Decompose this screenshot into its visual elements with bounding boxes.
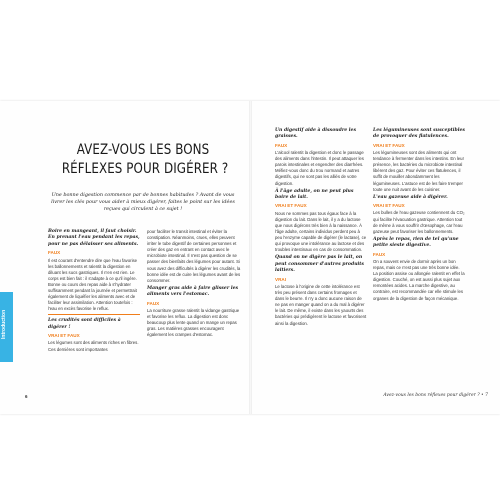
running-footer-right: Avez-vous les bons réflexes pour digérer ? • 7 xyxy=(383,393,488,398)
page-number-left: 6 xyxy=(25,394,28,399)
question-1: Boire en mangeant, il faut choisir. En prenant l'eau pendant les repas, pour ne pas délaisser ses aliments. xyxy=(48,229,140,247)
column-2 xyxy=(147,229,241,340)
question-7: Les légumineuses sont susceptibles de provoquer des flatulences. xyxy=(373,128,465,140)
paragraph-3: pour faciliter le transit intestinal et éviter la constipation. Néanmoins, crues, elles peuvent irriter le tube digestif de certaines personnes et créer des gaz en entrant en contact avec le microbiote intestinal. Il n'est pas question de se passer des bienfaits des légumes pour autant. Si vous avez des difficultés à digérer les crudités, la bonne idée est de cuire les légumes avant de les consommer. xyxy=(147,229,241,283)
answer-8: VRAI ET FAUX xyxy=(373,203,405,209)
paragraph-4: La nourriture grasse ralentit la vidange gastrique et favorise les reflux. La digestion est donc beaucoup plus lente quand on mange un repas gras. Les matières grasses encouragent également les crampes d'estomac. xyxy=(147,307,240,338)
answer-7: VRAI ET FAUX xyxy=(373,142,405,148)
column-1 xyxy=(48,229,141,355)
paragraph-1: Il est courant d'entendre dire que l'eau favorise les ballonnements et ralentit la digestion en diluant les sucs gastriques. Il n'en est rien. Le corps est bien fait : il s'adapte à ce qu'il ingère. Bonne ou cours des repas aide à s'hydrater suffisamment pendant la journée et permettrait également de liquéfier les aliments avec et de faciliter leur assimilation. Attention toutefois : l'eau en excès favorise le reflux. xyxy=(48,257,138,312)
question-3: Manger gras aide à faire glisser les aliments vers l'estomac. xyxy=(147,285,239,298)
separator-rule xyxy=(48,314,140,315)
paragraph-6: Nous ne sommes pas tous égaux face à la digestion du lait. Dans le lait, il y a du lactose que nous digérons très bien à la naissance. À l'âge adulte, certains individus perdent peu à peu l'enzyme capable de digérer (le lactase), ce qui provoque une intolérance au lactose et des troubles intestinaux en cas de consommation. xyxy=(275,210,367,253)
paragraph-5: L'alcool ralentit la digestion et donc le passage des aliments dans l'intestin. Il peut attaquer les parois intestinales et engendrer des diarrhées. Méfiez-vous donc du trou normand et autres digestifs, qui ne sont pas les alliés de votre digestion. xyxy=(275,150,364,186)
answer-4: FAUX xyxy=(275,142,288,148)
question-4: Un digestif aide à dissoudre les graisses. xyxy=(275,128,357,140)
intro-paragraph: Une bonne digestion commence par de bonnes habitudes ? Avant de vous livrer les clés pour vous aider à mieux digérer, faites le point sur les idées reçues qui circulent à ce sujet ! xyxy=(51,192,235,212)
page-title xyxy=(61,141,229,179)
page-title-line1: AVEZ-VOUS LES BONS xyxy=(76,142,210,158)
paragraph-9: Les bulles de l'eau gazeuse contiennent du CO₂ qui facilite l'évacuation gastrique. Attention tout de même à vous souffrir d'œsophage, car l'eau gazeuse peut favoriser les ballonnements. xyxy=(373,210,465,234)
answer-1: FAUX xyxy=(48,250,61,256)
column-3 xyxy=(275,128,367,329)
answer-5: VRAI ET FAUX xyxy=(275,203,307,209)
paragraph-2: Les légumes sont des aliments riches en fibres. Ces dernières sont importantes xyxy=(48,340,139,352)
answer-6: VRAI xyxy=(275,276,286,282)
page-title-line2: RÉFLEXES POUR DIGÉRER ? xyxy=(61,161,229,177)
question-5: À l'âge adulte, on ne peut plus boire de lait. xyxy=(275,188,354,201)
paragraph-8: Les légumineuses sont des aliments qui ont tendance à fermenter dans les intestins. En leur présence, les bactéries du microbiote intestinal libèrent des gaz. Pour éviter ces flatulences, il suffit de mouiller abondamment les légumineuses. L'astuce est de les faire tremper toute une nuit avant de les cuisiner. xyxy=(373,150,465,192)
answer-9: FAUX xyxy=(373,251,386,257)
question-2: Les crudités sont difficiles à digérer ! xyxy=(48,318,121,330)
chapter-tab-label: Introduction xyxy=(1,309,7,339)
book-gutter xyxy=(249,101,252,414)
paragraph-10: On a souvent envie de dormir après un bon repas, mais ce n'est pas une très bonne idée. La position assise ou allongée ralentit en effet la digestion. Couché, on est aussi plus sujet aux remontées acides. La marche digestive, au contraire, est recommandée car elle stimule les organes de la digestion de façon mécanique. xyxy=(373,258,465,301)
answer-2: VRAI ET FAUX xyxy=(48,333,80,339)
paragraph-7: Le lactose à l'origine de cette intolérance est très peu présent dans certains fromages et dans le beurre. Il n'y a donc aucune raison de ne pas en manger quand on a du mal à digérer le lait. De même, il existe dans les yaourts des bactéries qui prédigèrent le lactose et favorisent ainsi la digestion. xyxy=(275,283,367,326)
column-4 xyxy=(373,128,465,304)
question-9: Après le repas, rien de tel qu'une petite sieste digestive. xyxy=(373,236,459,249)
question-6: Quand on ne digère pas le lait, on peut consommer d'autres produits laitiers. xyxy=(275,255,364,274)
question-8: L'eau gazeuse aide à digérer. xyxy=(373,194,448,200)
answer-3: FAUX xyxy=(147,300,160,306)
